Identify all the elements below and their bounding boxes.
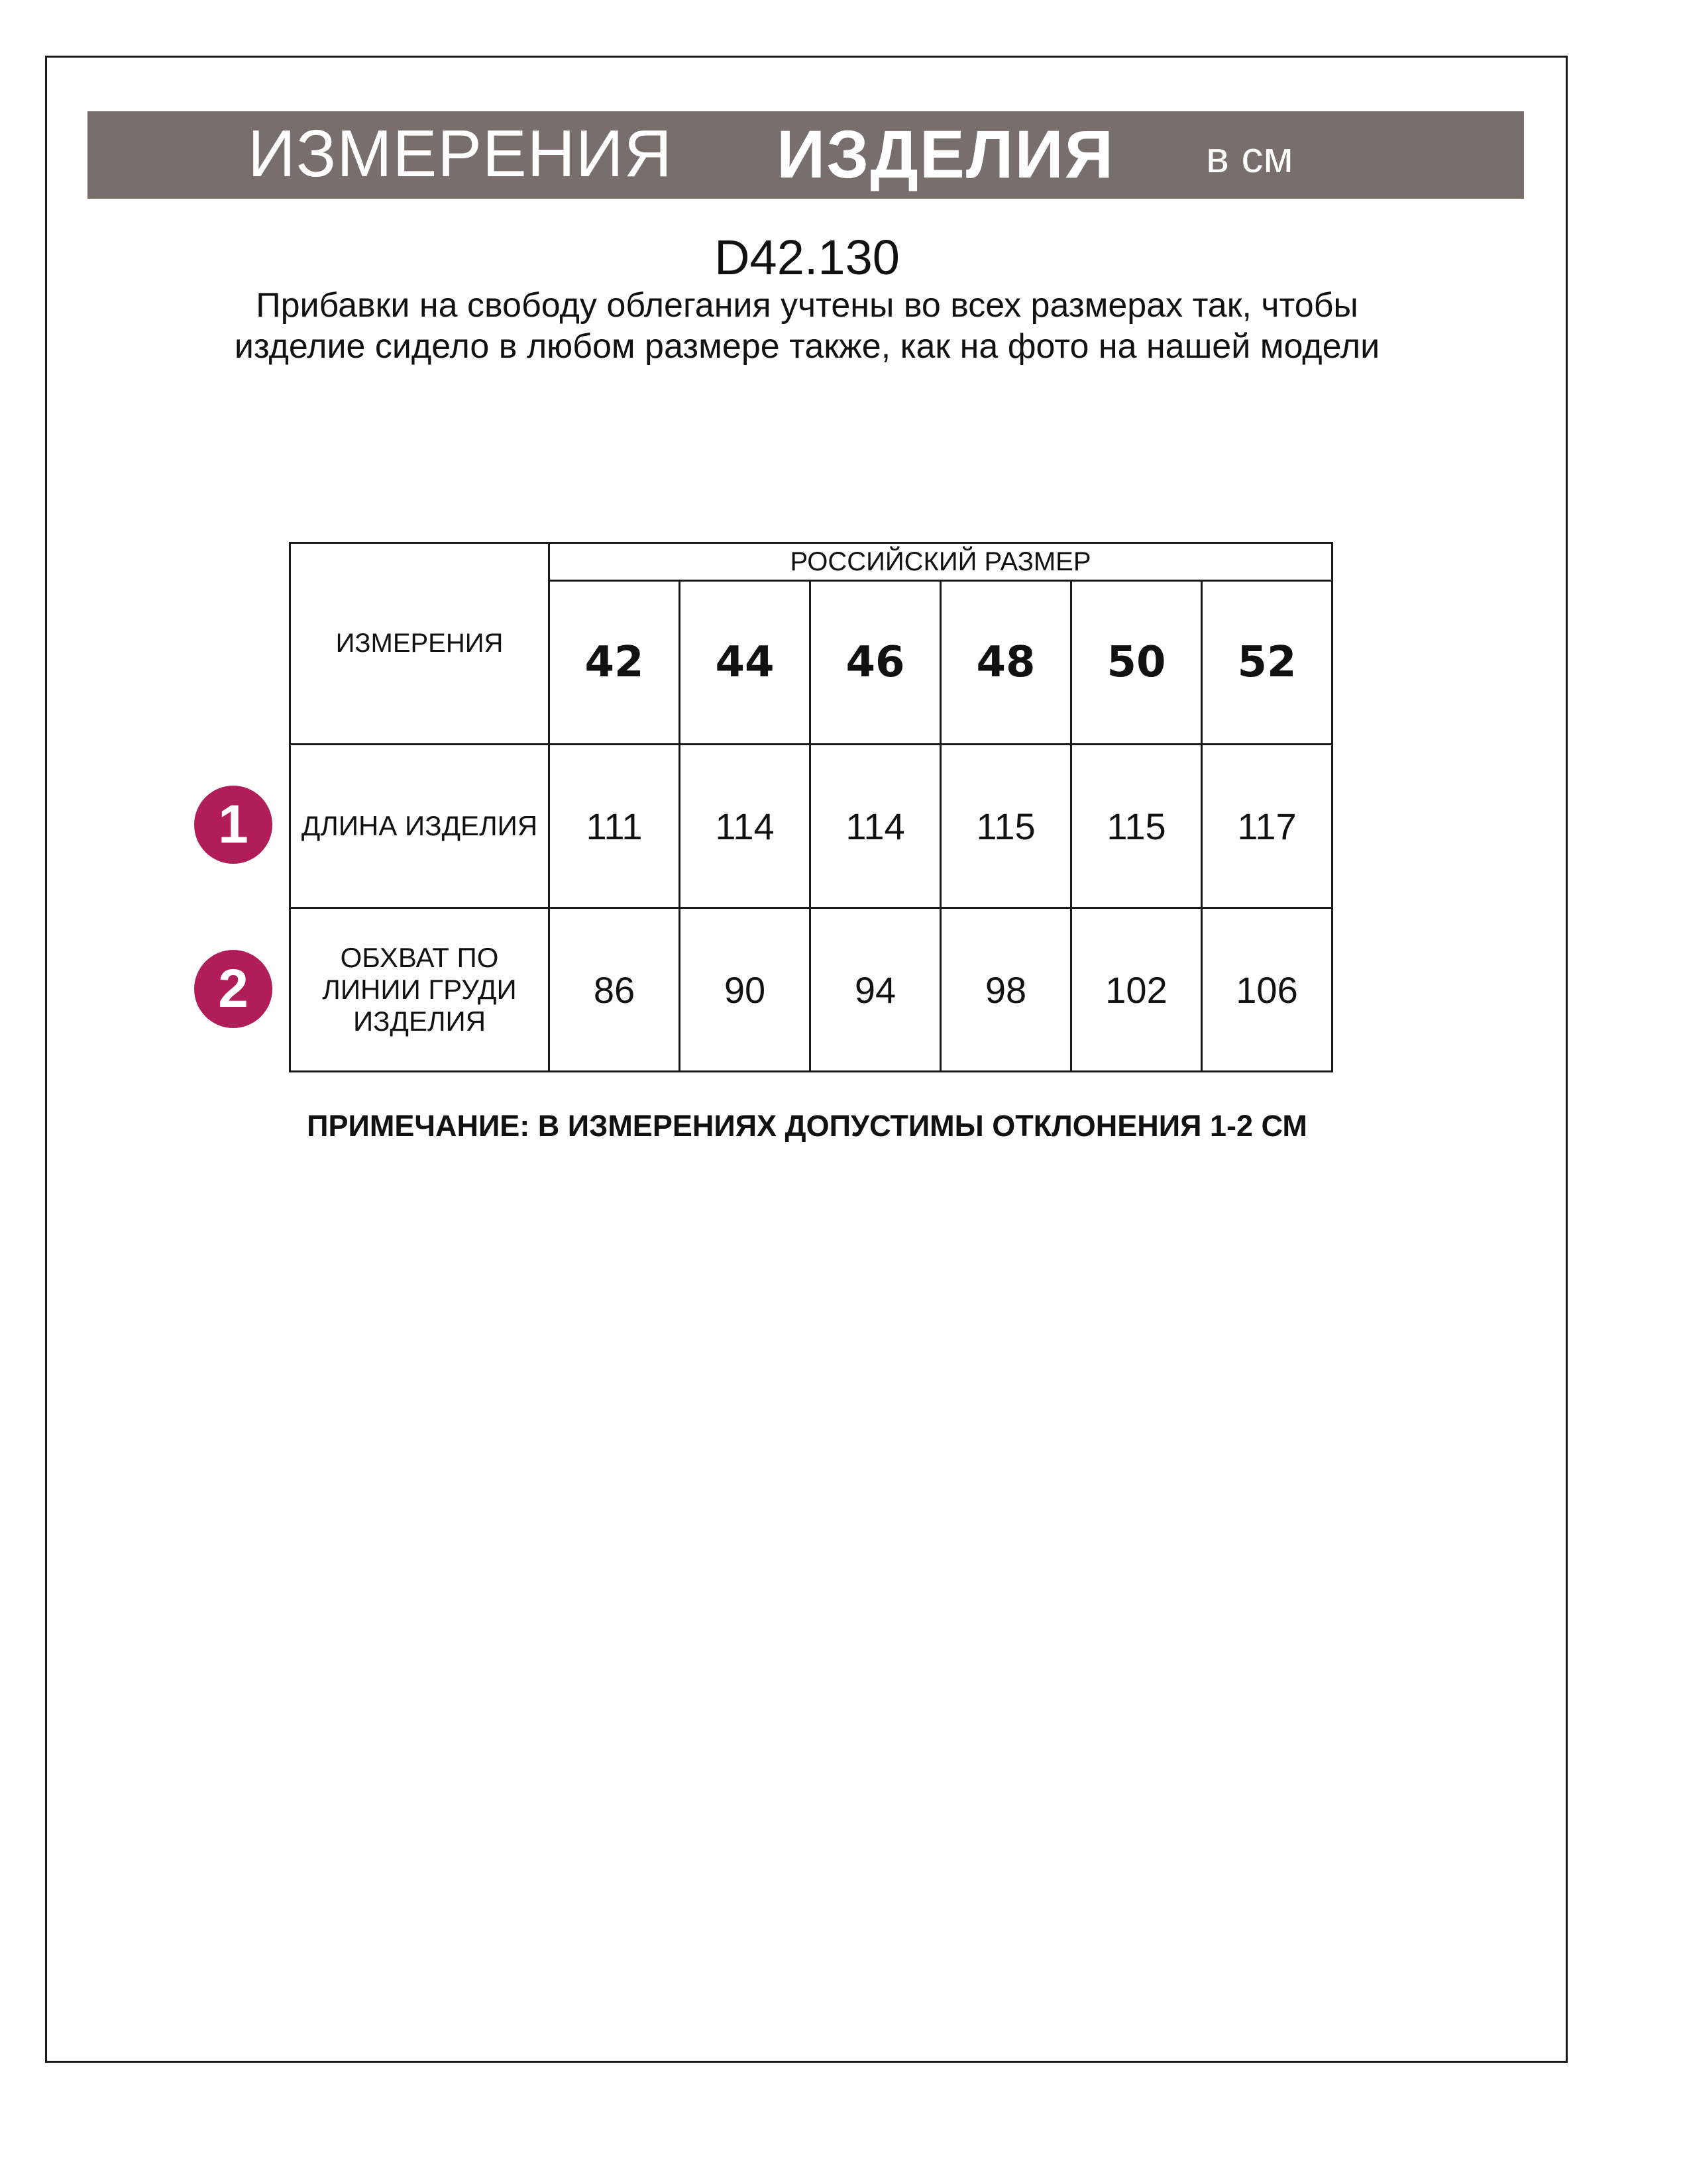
size-header-cell: 50 bbox=[1071, 581, 1202, 745]
size-group-header: РОССИЙСКИЙ РАЗМЕР bbox=[549, 543, 1332, 581]
value-cell: 114 bbox=[680, 745, 810, 908]
value-cell: 115 bbox=[941, 745, 1071, 908]
title-banner bbox=[87, 111, 1524, 199]
value-cell: 86 bbox=[549, 908, 680, 1072]
marker-badge-2: 2 bbox=[194, 950, 272, 1028]
row-label-length: ДЛИНА ИЗДЕЛИЯ bbox=[290, 745, 549, 908]
value-cell: 90 bbox=[680, 908, 810, 1072]
article-number: D42.130 bbox=[714, 230, 900, 285]
table-header-row bbox=[290, 543, 1332, 581]
value-cell: 102 bbox=[1071, 908, 1202, 1072]
note-text: ПРИМЕЧАНИЕ: В ИЗМЕРЕНИЯХ ДОПУСТИМЫ ОТКЛОНЕНИЯ 1-2 СМ bbox=[307, 1109, 1307, 1143]
banner-unit: в см bbox=[1206, 132, 1293, 182]
size-header-cell: 44 bbox=[680, 581, 810, 745]
banner-title-left: ИЗМЕРЕНИЯ bbox=[248, 117, 673, 191]
size-table bbox=[289, 542, 1333, 1072]
intro-text: Прибавки на свободу облегания учтены во всех размерах так, чтобы изделие сидело в любом размере также, как на фото на нашей модели bbox=[234, 286, 1380, 366]
table-row bbox=[290, 908, 1332, 1072]
marker-badge-1: 1 bbox=[194, 786, 272, 864]
row-label-chest: ОБХВАТ ПО ЛИНИИ ГРУДИ ИЗДЕЛИЯ bbox=[290, 908, 549, 1072]
size-header-cell: 46 bbox=[810, 581, 941, 745]
size-header-cell: 52 bbox=[1202, 581, 1332, 745]
value-cell: 114 bbox=[810, 745, 941, 908]
value-cell: 117 bbox=[1202, 745, 1332, 908]
value-cell: 115 bbox=[1071, 745, 1202, 908]
value-cell: 98 bbox=[941, 908, 1071, 1072]
size-header-cell: 48 bbox=[941, 581, 1071, 745]
table-row bbox=[290, 745, 1332, 908]
value-cell: 111 bbox=[549, 745, 680, 908]
value-cell: 94 bbox=[810, 908, 941, 1072]
banner-title-main: ИЗДЕЛИЯ bbox=[777, 117, 1115, 192]
value-cell: 106 bbox=[1202, 908, 1332, 1072]
size-header-cell: 42 bbox=[549, 581, 680, 745]
measurement-header: ИЗМЕРЕНИЯ bbox=[290, 543, 549, 745]
